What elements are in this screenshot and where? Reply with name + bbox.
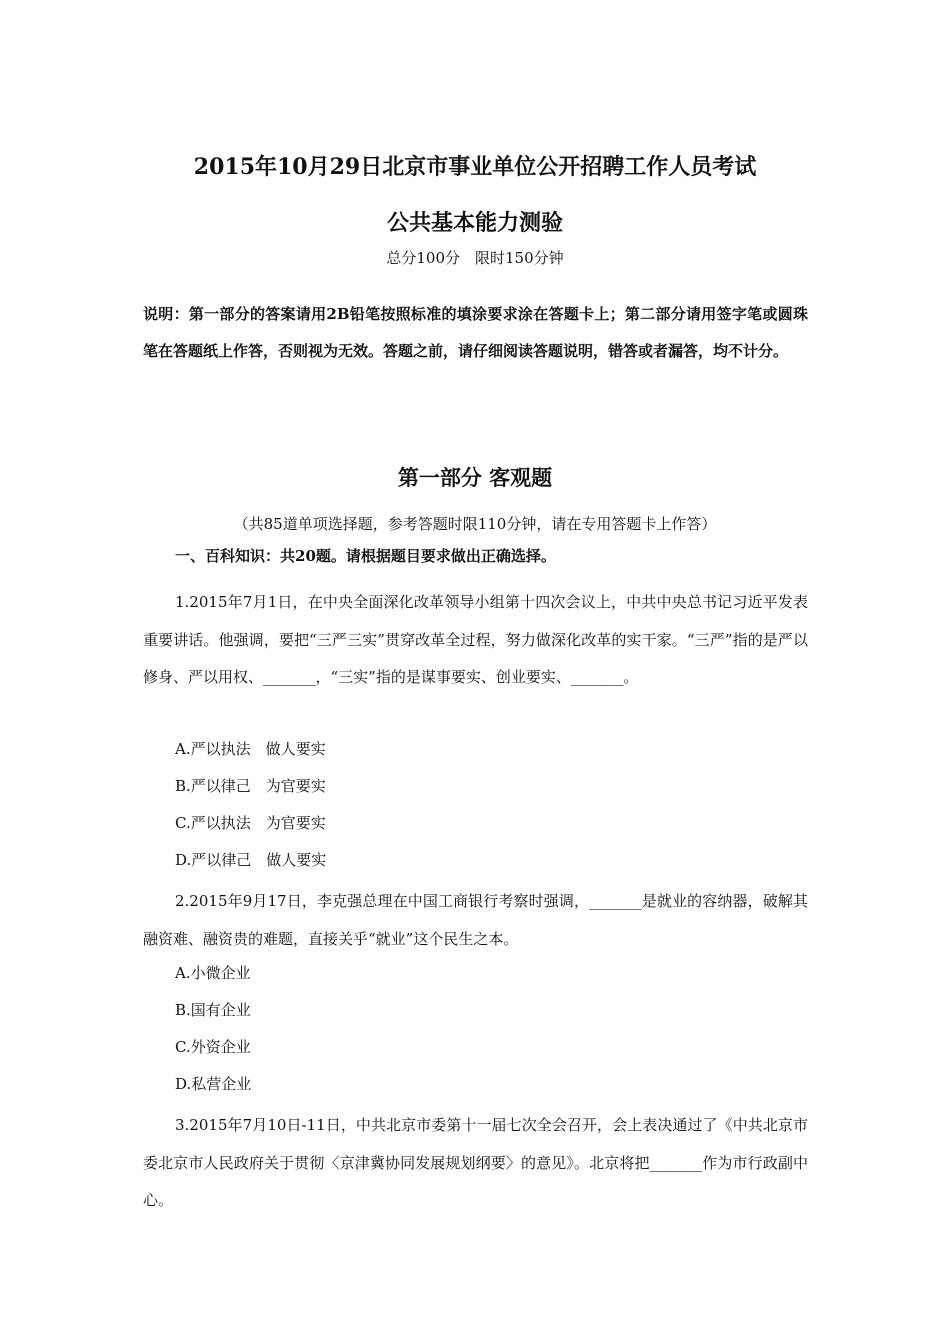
question-1-option-d: D.严以律己 做人要实	[175, 851, 327, 869]
section-heading: 一、百科知识：共20题。请根据题目要求做出正确选择。	[175, 547, 556, 565]
part-note: （共85道单项选择题，参考答题时限110分钟，请在专用答题卡上作答）	[233, 515, 717, 533]
question-1-option-a: A.严以执法 做人要实	[175, 740, 326, 758]
question-2-option-b: B.国有企业	[175, 1001, 251, 1019]
exam-subtitle: 公共基本能力测验	[386, 210, 563, 236]
question-2-stem: 2.2015年9月17日，李克强总理在中国工商银行考察时强调，_______是就业的容纳器，破解其融资难、融资贵的难题，直接关乎“就业”这个民生之本。	[143, 892, 808, 948]
score-info: 总分100分 限时150分钟	[386, 249, 564, 267]
part-title: 第一部分 客观题	[397, 465, 553, 490]
exam-title: 2015年10月29日北京市事业单位公开招聘工作人员考试	[193, 154, 757, 180]
question-1-stem: 1.2015年7月1日，在中央全面深化改革领导小组第十四次会议上，中共中央总书记习近平发表重要讲话。他强调，要把“三严三实”贯穿改革全过程，努力做深化改革的实干家。“三严”指的是严以修身、严以用权、_______，“三实”指的是谋事要实、创业要实、_______。	[143, 593, 808, 686]
instructions: 说明：第一部分的答案请用2B铅笔按照标准的填涂要求涂在答题卡上；第二部分请用签字笔或圆珠笔在答题纸上作答，否则视为无效。答题之前，请仔细阅读答题说明，错答或者漏答，均不计分。	[143, 305, 808, 360]
question-2-option-a: A.小微企业	[175, 964, 251, 982]
question-3-stem: 3.2015年7月10日-11日，中共北京市委第十一届七次全会召开，会上表决通过了《中共北京市委北京市人民政府关于贯彻〈京津冀协同发展规划纲要〉的意见》。北京将把_______作为市行政副中心。	[143, 1116, 808, 1209]
question-1-option-c: C.严以执法 为官要实	[175, 814, 326, 832]
question-2-option-d: D.私营企业	[175, 1075, 252, 1093]
question-1-option-b: B.严以律己 为官要实	[175, 777, 326, 795]
question-2-option-c: C.外资企业	[175, 1038, 251, 1056]
